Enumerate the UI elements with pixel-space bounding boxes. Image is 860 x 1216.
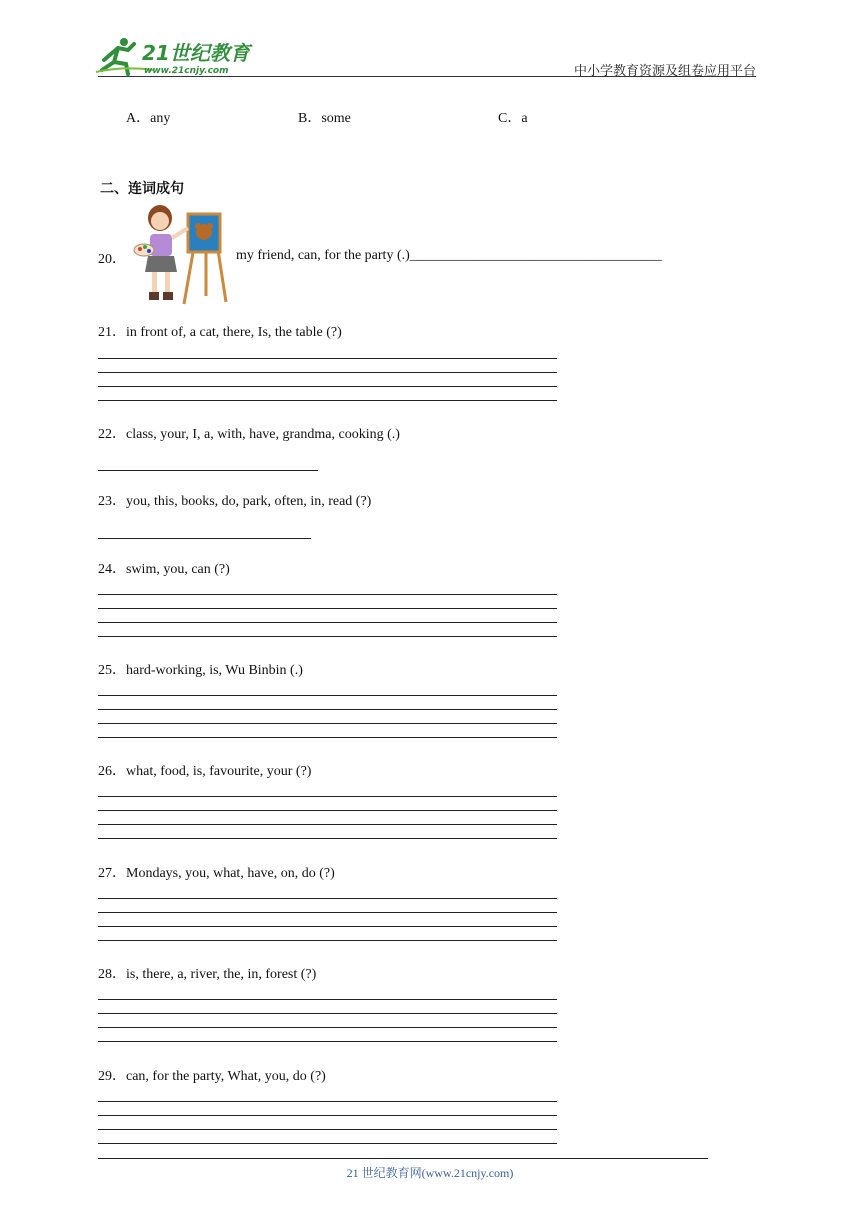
- answer-line: [98, 358, 557, 359]
- answer-line: [98, 1041, 557, 1042]
- question-22: 22．class, your, I, a, with, have, grandma, cooking (.): [98, 427, 400, 442]
- option-b: B．some: [298, 111, 351, 126]
- question-23: 23．you, this, books, do, park, often, in, read (?): [98, 494, 372, 509]
- answer-line: [98, 737, 557, 738]
- logo-text: 21世纪教育: [142, 41, 250, 65]
- footer-link[interactable]: 21 世纪教育网(www.21cnjy.com): [346, 1166, 514, 1180]
- answer-line: [98, 838, 557, 839]
- answer-line: [98, 622, 557, 623]
- answer-line: [98, 1027, 557, 1028]
- girl-painting-illustration: [130, 204, 230, 308]
- footer-divider: [98, 1158, 708, 1159]
- answer-line: [98, 594, 557, 595]
- answer-line: [98, 926, 557, 927]
- answer-line: [98, 1129, 557, 1130]
- question-21: 21．in front of, a cat, there, Is, the table (?): [98, 325, 342, 340]
- answer-line: [98, 372, 557, 373]
- question-25: 25．hard-working, is, Wu Binbin (.): [98, 663, 303, 678]
- answer-line: [98, 636, 557, 637]
- answer-line: [98, 538, 311, 539]
- answer-line: [98, 470, 318, 471]
- answer-line: [98, 1143, 557, 1144]
- option-a: A．any: [126, 111, 171, 126]
- question-20-text: my friend, can, for the party (.)____________________________________: [236, 248, 662, 263]
- answer-line: [98, 1115, 557, 1116]
- logo-url: www.21cnjy.com: [144, 66, 229, 76]
- answer-line: [98, 912, 557, 913]
- header-divider: [98, 76, 756, 77]
- option-c: C．a: [498, 111, 528, 126]
- answer-line: [98, 940, 557, 941]
- site-logo: [94, 34, 264, 78]
- answer-line: [98, 1101, 557, 1102]
- question-29: 29．can, for the party, What, you, do (?): [98, 1069, 326, 1084]
- question-28: 28．is, there, a, river, the, in, forest (?): [98, 967, 317, 982]
- answer-line: [98, 999, 557, 1000]
- answer-line: [98, 824, 557, 825]
- section-title: 二、连词成句: [100, 181, 184, 197]
- answer-line: [98, 695, 557, 696]
- answer-line: [98, 709, 557, 710]
- answer-line: [98, 386, 557, 387]
- answer-line: [98, 608, 557, 609]
- question-24: 24．swim, you, can (?): [98, 562, 230, 577]
- answer-line: [98, 723, 557, 724]
- answer-line: [98, 898, 557, 899]
- answer-line: [98, 796, 557, 797]
- question-27: 27．Mondays, you, what, have, on, do (?): [98, 866, 335, 881]
- site-name: 中小学教育资源及组卷应用平台: [573, 63, 756, 78]
- answer-line: [98, 1013, 557, 1014]
- answer-line: [98, 400, 557, 401]
- answer-line: [98, 810, 557, 811]
- question-20-number: 20．: [98, 252, 126, 267]
- question-26: 26．what, food, is, favourite, your (?): [98, 764, 312, 779]
